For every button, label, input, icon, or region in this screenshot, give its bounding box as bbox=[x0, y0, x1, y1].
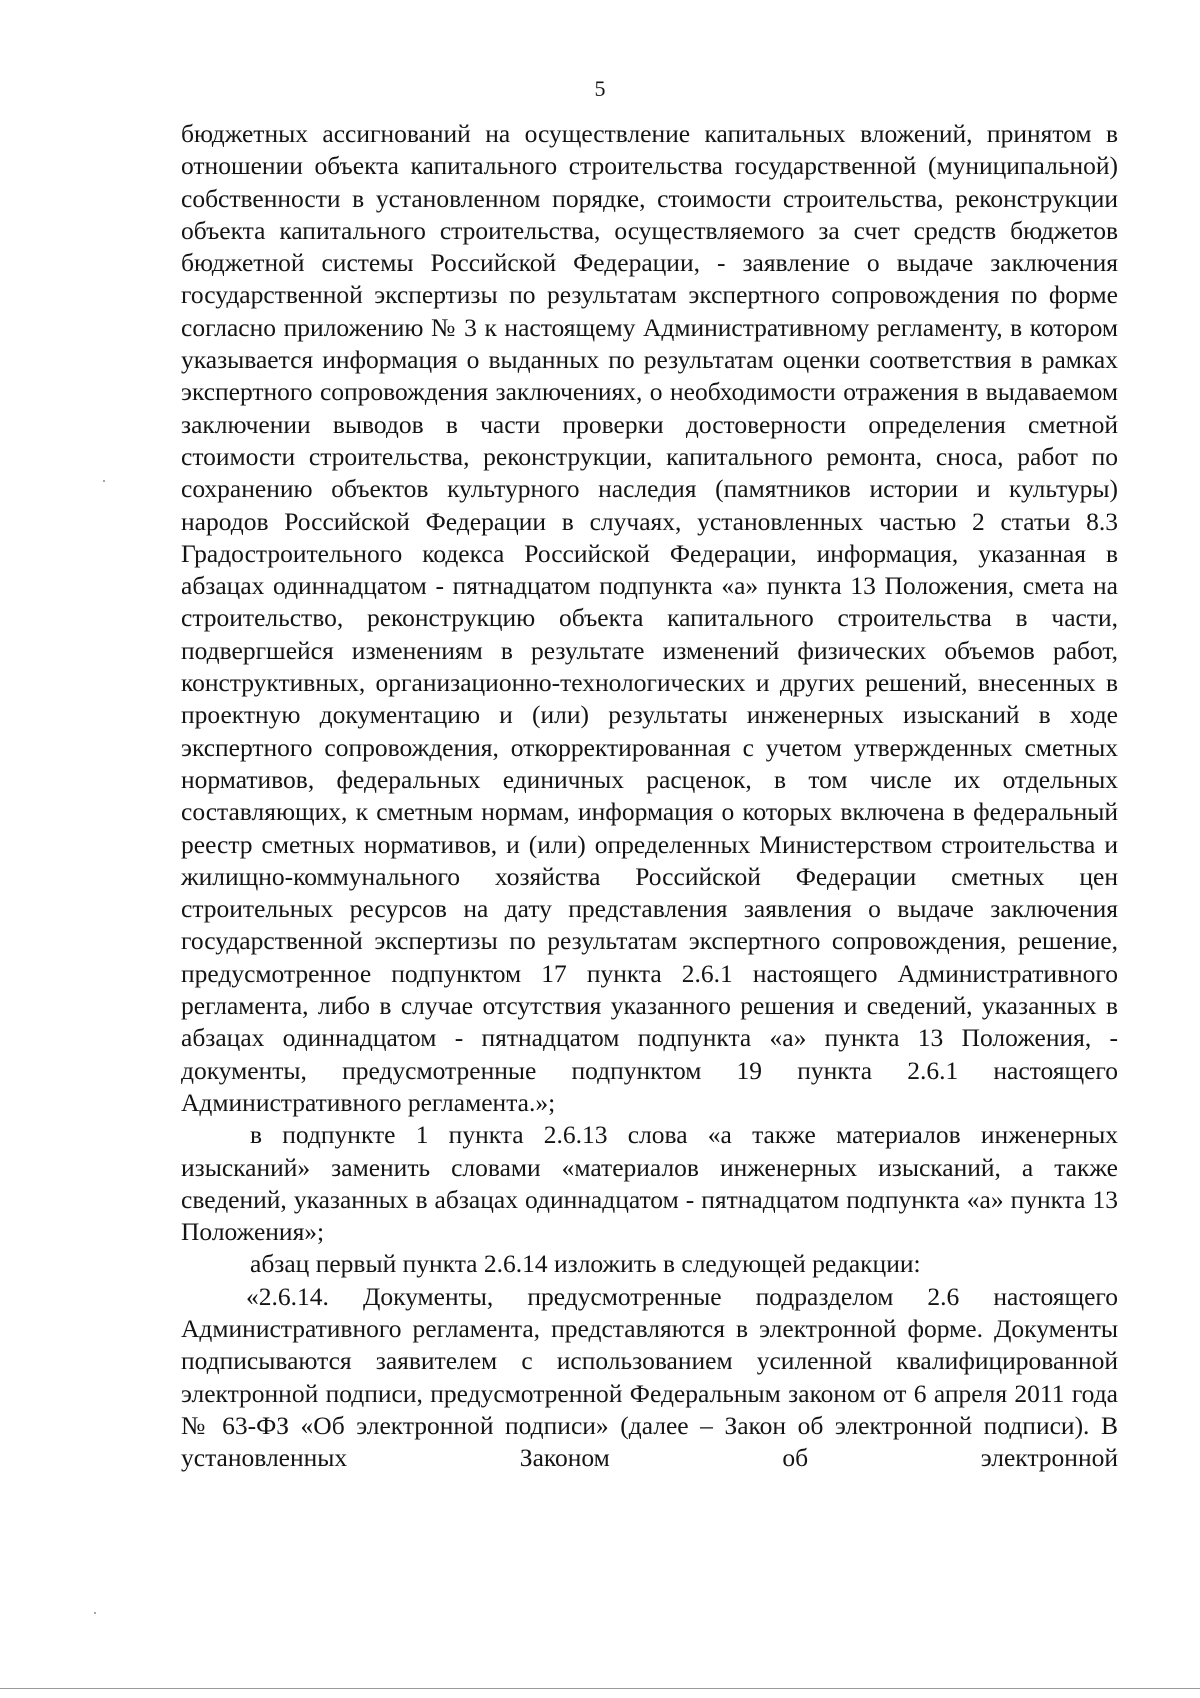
scan-speck-bottom bbox=[94, 1612, 96, 1614]
paragraph-amendment-2-6-14: абзац первый пункта 2.6.14 изложить в следующей редакции: bbox=[250, 1249, 921, 1279]
document-body bbox=[181, 118, 1118, 1474]
paragraph-continuation: бюджетных ассигнований на осуществление капитальных вложений, принятом в отношении объекта капитального строительства государственной (муниципальной) собственности в установленном порядке, стоимости строительства, реконструкции объекта капитального строительства, осуществляемого за счет средств бюджетов бюджетной системы Российской Федерации, - заявление о выдаче заключения государственной экспертизы по результатам экспертного сопровождения по форме согласно приложению № 3 к настоящему Административному регламенту, в котором указывается информация о выданных по результатам оценки соответствия в рамках экспертного сопровождения заключениях, о необходимости отражения в выдаваемом заключении выводов в части проверки достоверности определения сметной стоимости строительства, реконструкции, капитального ремонта, сноса, работ по сохранению объектов культурного наследия (памятников истории и культуры) народов Российской Федерации в случаях, установленных частью 2 статьи 8.3 Градостроительного кодекса Российской Федерации, информация, указанная в абзацах одиннадцатом - пятнадцатом подпункта «а» пункта 13 Положения, смета на строительство, реконструкцию объекта капитального строительства в части, подвергшейся изменениям в результате изменений физических объемов работ, конструктивных, организационно-технологических и других решений, внесенных в проектную документацию и (или) результаты инженерных изысканий в ходе экспертного сопровождения, откорректированная с учетом утвержденных сметных нормативов, федеральных единичных расценок, в том числе их отдельных составляющих, к сметным нормам, информация о которых включена в федеральный реестр сметных нормативов, и (или) определенных Министерством строительства и жилищно-коммунального хозяйства Российской Федерации сметных цен строительных ресурсов на дату представления заявления о выдаче заключения государственной экспертизы по результатам экспертного сопровождения, решение, предусмотренное подпунктом 17 пункта 2.6.1 настоящего Административного регламента, либо в случае отсутствия указанного решения и сведений, указанных в абзацах одиннадцатом - пятнадцатом подпункта «а» пункта 13 Положения, - документы, предусмотренные подпунктом 19 пункта 2.6.1 настоящего Административного регламента.»; bbox=[181, 119, 1118, 1117]
paragraph-new-wording-2-6-14: «2.6.14. Документы, предусмотренные подразделом 2.6 настоящего Административного регламента, представляются в электронной форме. Документы подписываются заявителем с использованием усиленной квалифицированной электронной подписи, предусмотренной Федеральным законом от 6 апреля 2011 года № 63-ФЗ «Об электронной подписи» (далее – Закон об электронной подписи). В установленных Законом об электронной bbox=[181, 1281, 1118, 1473]
paragraph-amendment-2-6-13: в подпункте 1 пункта 2.6.13 слова «а также материалов инженерных изысканий» заменить словами «материалов инженерных изысканий, а также сведений, указанных в абзацах одиннадцатом - пятнадцатом подпункта «а» пункта 13 Положения»; bbox=[181, 1120, 1118, 1247]
scan-speck-left bbox=[103, 480, 105, 482]
page-number: 5 bbox=[594, 76, 606, 101]
page-bottom-rule bbox=[0, 1688, 1200, 1689]
